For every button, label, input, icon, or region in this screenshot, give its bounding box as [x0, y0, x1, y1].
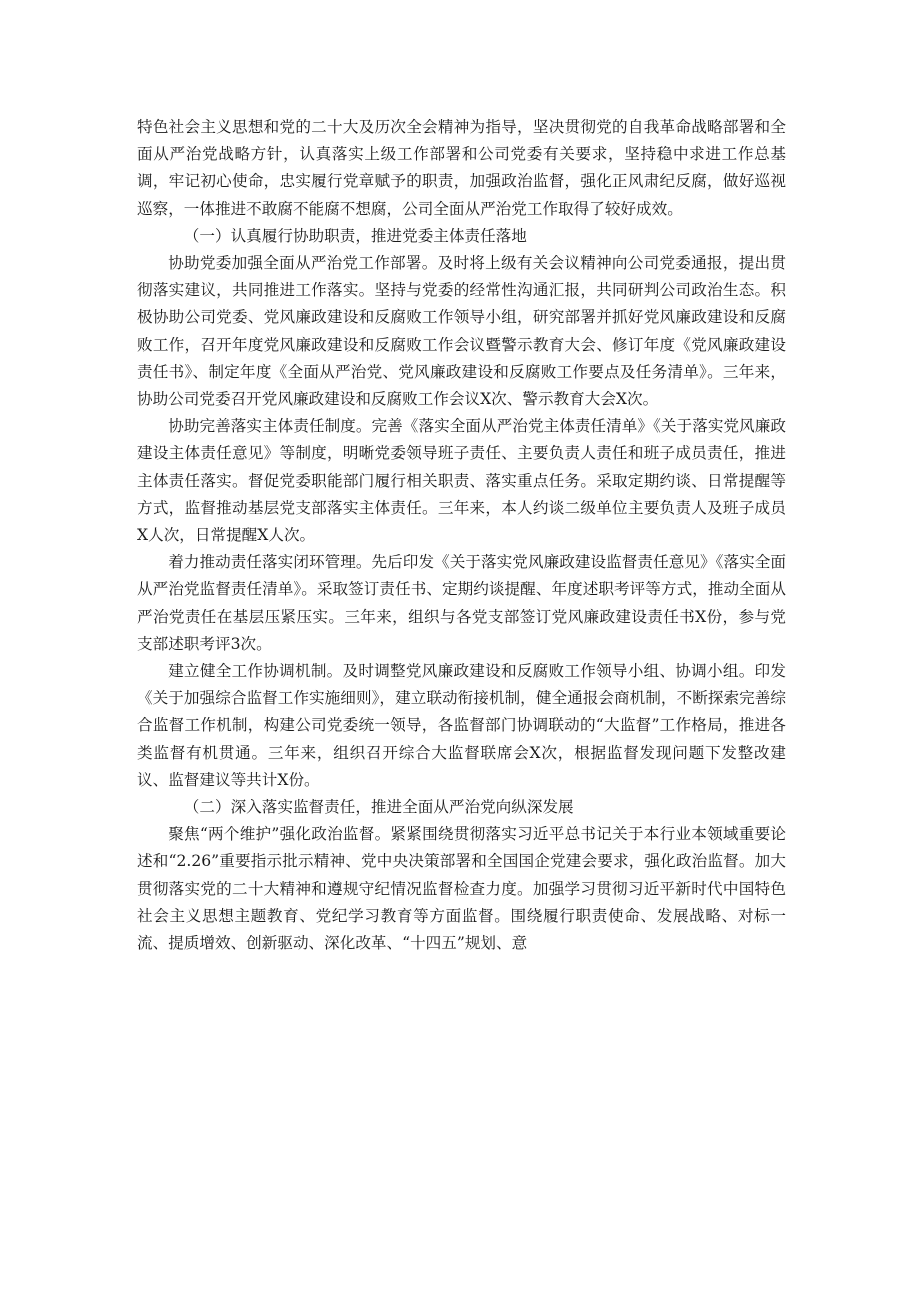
section-heading-2: （二）深入落实监督责任，推进全面从严治党向纵深发展 — [183, 798, 574, 817]
paragraph-responsibility-system: 协助完善落实主体责任制度。完善《落实全面从严治党主体责任清单》《关于落实党风廉政建设主体责任意见》等制度，明晰党委领导班子责任、主要负责人责任和班子成员责任，推进主体责任落实。督促党委职能部门履行相关职责、落实重点任务。采取定期约谈、日常提醒等方式，监督推动基层党支部落实主体责任。三年来，本人约谈二级单位主要负责人及班子成员X人次，日常提醒X人次。 — [137, 417, 786, 545]
section-heading-1: （一）认真履行协助职责，推进党委主体责任落地 — [183, 226, 527, 245]
paragraph-intro: 特色社会主义思想和党的二十大及历次全会精神为指导，坚决贯彻党的自我革命战略部署和全面从严治党战略方针，认真落实上级工作部署和公司党委有关要求，坚持稳中求进工作总基调，牢记初心使命，忠实履行党章赋予的职责，加强政治监督，强化正风肃纪反腐，做好巡视巡察，一体推进不敢腐不能腐不想腐，公司全面从严治党工作取得了较好成效。 — [137, 118, 786, 218]
paragraph-closed-loop: 着力推动责任落实闭环管理。先后印发《关于落实党风廉政建设监督责任意见》《落实全面从严治党监督责任清单》。采取签订责任书、定期约谈提醒、年度述职考评等方式，推动全面从严治党责任在基层压紧压实。三年来，组织与各党支部签订党风廉政建设责任书X份，参与党支部述职考评3次。 — [137, 553, 786, 653]
paragraph-deployment: 协助党委加强全面从严治党工作部署。及时将上级有关会议精神向公司党委通报，提出贯彻落实建议，共同推进工作落实。坚持与党委的经常性沟通汇报，共同研判公司政治生态。积极协助公司党委、党风廉政建设和反腐败工作领导小组，研究部署并抓好党风廉政建设和反腐败工作，召开年度党风廉政建设和反腐败工作会议暨警示教育大会、修订年度《党风廉政建设责任书》、制定年度《全面从严治党、党风廉政建设和反腐败工作要点及任务清单》。三年来，协助公司党委召开党风廉政建设和反腐败工作会议X次、警示教育大会X次。 — [137, 254, 786, 409]
paragraph-coordination: 建立健全工作协调机制。及时调整党风廉政建设和反腐败工作领导小组、协调小组。印发《关于加强综合监督工作实施细则》，建立联动衔接机制，健全通报会商机制，不断探索完善综合监督工作机制，构建公司党委统一领导，各监督部门协调联动的“大监督”工作格局，推进各类监督有机贯通。三年来，组织召开综合大监督联席会X次，根据监督发现问题下发整改建议、监督建议等共计X份。 — [137, 662, 786, 789]
paragraph-political-supervision: 聚焦“两个维护”强化政治监督。紧紧围绕贯彻落实习近平总书记关于本行业本领域重要论述和“2.26”重要指示批示精神、党中央决策部署和全国国企党建会要求，强化政治监督。加大贯彻落实党的二十大精神和遵规守纪情况监督检查力度。加强学习贯彻习近平新时代中国特色社会主义思想主题教育、党纪学习教育等方面监督。围绕履行职责使命、发展战略、对标一流、提质增效、创新驱动、深化改革、“十四五”规划、意 — [137, 825, 786, 953]
document-body — [137, 114, 786, 957]
